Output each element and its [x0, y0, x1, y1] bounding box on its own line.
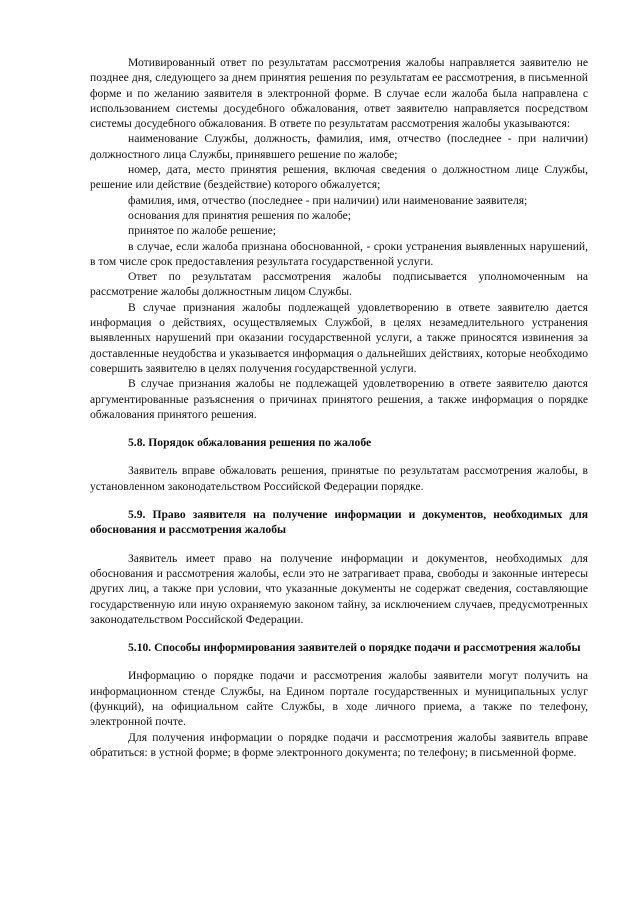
section-text-5-10-b: Для получения информации о порядке подачи и рассмотрения жалобы заявитель вправе обратиться: в устной форме; в форме электронного документа; по телефону; в письменной форме.: [90, 730, 588, 759]
paragraph-satisfied: В случае признания жалобы подлежащей удовлетворению в ответе заявителю дается информация о действиях, осуществляемых Службой, в целях незамедлительного устранения выявленных нарушений при оказании государственной услуги, а также приносятся извинения за доставленные неудобства и указывается информация о дальнейших действиях, которые необходимо совершить заявителю в целях получения государственной услуги.: [90, 300, 588, 375]
section-heading-5-10: 5.10. Способы информирования заявителей о порядке подачи и рассмотрения жалобы: [128, 641, 581, 655]
paragraph-item-grounds: основания для принятия решения по жалобе;: [128, 208, 352, 222]
paragraph-signature: Ответ по результатам рассмотрения жалобы подписывается уполномоченным на рассмотрение жалобы должностным лицом Службы.: [90, 270, 588, 299]
paragraph-not-satisfied: В случае признания жалобы не подлежащей удовлетворению в ответе заявителю даются аргументированные разъяснения о причинах принятого решения, а также информация о порядке обжалования принятого решения.: [90, 377, 588, 421]
section-text-5-9: Заявитель имеет право на получение информации и документов, необходимых для обоснования и рассмотрения жалобы, если это не затрагивает права, свободы и законные интересы других лиц, а также при условии, что указанные документы не содержат сведения, составляющие государственную или иную охраняемую законом тайну, за исключением случаев, предусмотренных законодательством Российской Федерации.: [90, 551, 588, 626]
paragraph-item-result: принятое по жалобе решение;: [128, 224, 276, 238]
paragraph-response: Мотивированный ответ по результатам рассмотрения жалобы направляется заявителю не позднее дня, следующего за днем принятия решения по результатам ее рассмотрения, в письменной форме и по желанию заявителя в электронной форме. В случае если жалоба была направлена с использованием системы досудебного обжалования, ответ заявителю направляется посредством системы досудебного обжалования. В ответе по результатам рассмотрения жалобы указываются:: [90, 56, 588, 131]
section-text-5-10-a: Информацию о порядке подачи и рассмотрения жалобы заявители могут получить на информационном стенде Службы, на Едином портале государственных и муниципальных услуг (функций), на официальном сайте Службы, в ходе личного приема, а также по телефону, электронной почте.: [90, 669, 588, 729]
paragraph-item-terms: в случае, если жалоба признана обоснованной, - сроки устранения выявленных нарушений, в том числе срок предоставления результата государственной услуги.: [90, 239, 588, 268]
paragraph-item-service: наименование Службы, должность, фамилия, имя, отчество (последнее - при наличии) должностного лица Службы, принявшего решение по жалобе;: [90, 132, 588, 161]
section-heading-5-8: 5.8. Порядок обжалования решения по жалобе: [128, 436, 372, 450]
paragraph-item-decision: номер, дата, место принятия решения, включая сведения о должностном лице Службы, решение или действие (бездействие) которого обжалуется;: [90, 163, 588, 192]
section-heading-5-9: 5.9. Право заявителя на получение информации и документов, необходимых для обоснования и рассмотрения жалобы: [90, 508, 588, 537]
document-page: [90, 55, 588, 760]
section-text-5-8: Заявитель вправе обжаловать решения, принятые по результатам рассмотрения жалобы, в установленном законодательством Российской Федерации порядке.: [90, 464, 588, 493]
paragraph-item-applicant: фамилия, имя, отчество (последнее - при наличии) или наименование заявителя;: [128, 193, 528, 207]
